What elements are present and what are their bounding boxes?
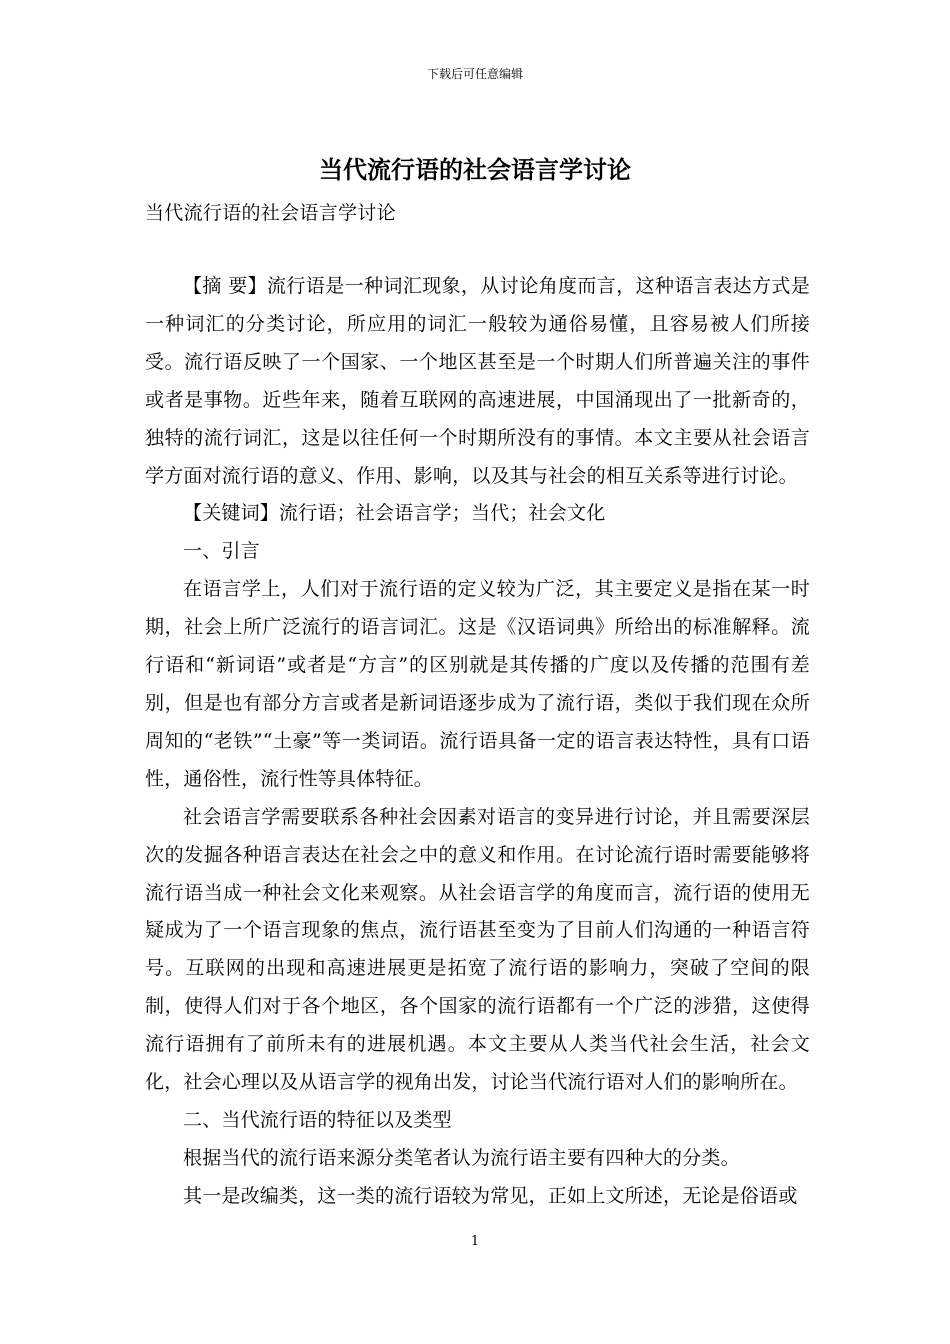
page-header: 下载后可任意编辑	[426, 67, 523, 81]
document-title: 当代流行语的社会语言学讨论	[319, 155, 631, 184]
keywords-paragraph: 【关键词】流行语；社会语言学；当代；社会文化	[183, 502, 606, 525]
section-heading-introduction: 一、引言	[183, 540, 260, 563]
section-heading-features: 二、当代流行语的特征以及类型	[183, 1108, 452, 1131]
abstract-paragraph: 【摘 要】流行语是一种词汇现象，从讨论角度而言，这种语言表达方式是一种词汇的分类讨论，所应用的词汇一般较为通俗易懂，且容易被人们所接受。流行语反映了一个国家、一个地区甚至是一个时期人们所普遍关注的事件或者是事物。近些年来，随着互联网的高速进展，中国涌现出了一批新奇的，独特的流行词汇，这是以往任何一个时期所没有的事情。本文主要从社会语言学方面对流行语的意义、作用、影响，以及其与社会的相互关系等进行讨论。	[145, 275, 810, 487]
body-paragraph: 根据当代的流行语来源分类笔者认为流行语主要有四种大的分类。	[183, 1146, 740, 1169]
body-paragraph: 在语言学上，人们对于流行语的定义较为广泛，其主要定义是指在某一时期，社会上所广泛流行的语言词汇。这是《汉语词典》所给出的标准解释。流行语和“新词语”或者是“方言”的区别就是其传播的广度以及传播的范围有差别，但是也有部分方言或者是新词语逐步成为了流行语，类似于我们现在众所周知的“老铁”“土豪”等一类词语。流行语具备一定的语言表达特性，具有口语性，通俗性，流行性等具体特征。	[145, 578, 810, 790]
body-paragraph: 其一是改编类，这一类的流行语较为常见，正如上文所述，无论是俗语或	[183, 1184, 798, 1207]
page-number: 1	[470, 1234, 480, 1249]
document-body	[145, 268, 810, 1216]
document-subtitle: 当代流行语的社会语言学讨论	[145, 202, 396, 224]
body-paragraph: 社会语言学需要联系各种社会因素对语言的变异进行讨论，并且需要深层次的发掘各种语言表达在社会之中的意义和作用。在讨论流行语时需要能够将流行语当成一种社会文化来观察。从社会语言学的角度而言，流行语的使用无疑成为了一个语言现象的焦点，流行语甚至变为了目前人们沟通的一种语言符号。互联网的出现和高速进展更是拓宽了流行语的影响力，突破了空间的限制，使得人们对于各个地区，各个国家的流行语都有一个广泛的涉猎，这使得流行语拥有了前所未有的进展机遇。本文主要从人类当代社会生活，社会文化，社会心理以及从语言学的视角出发，讨论当代流行语对人们的影响所在。	[145, 805, 810, 1094]
